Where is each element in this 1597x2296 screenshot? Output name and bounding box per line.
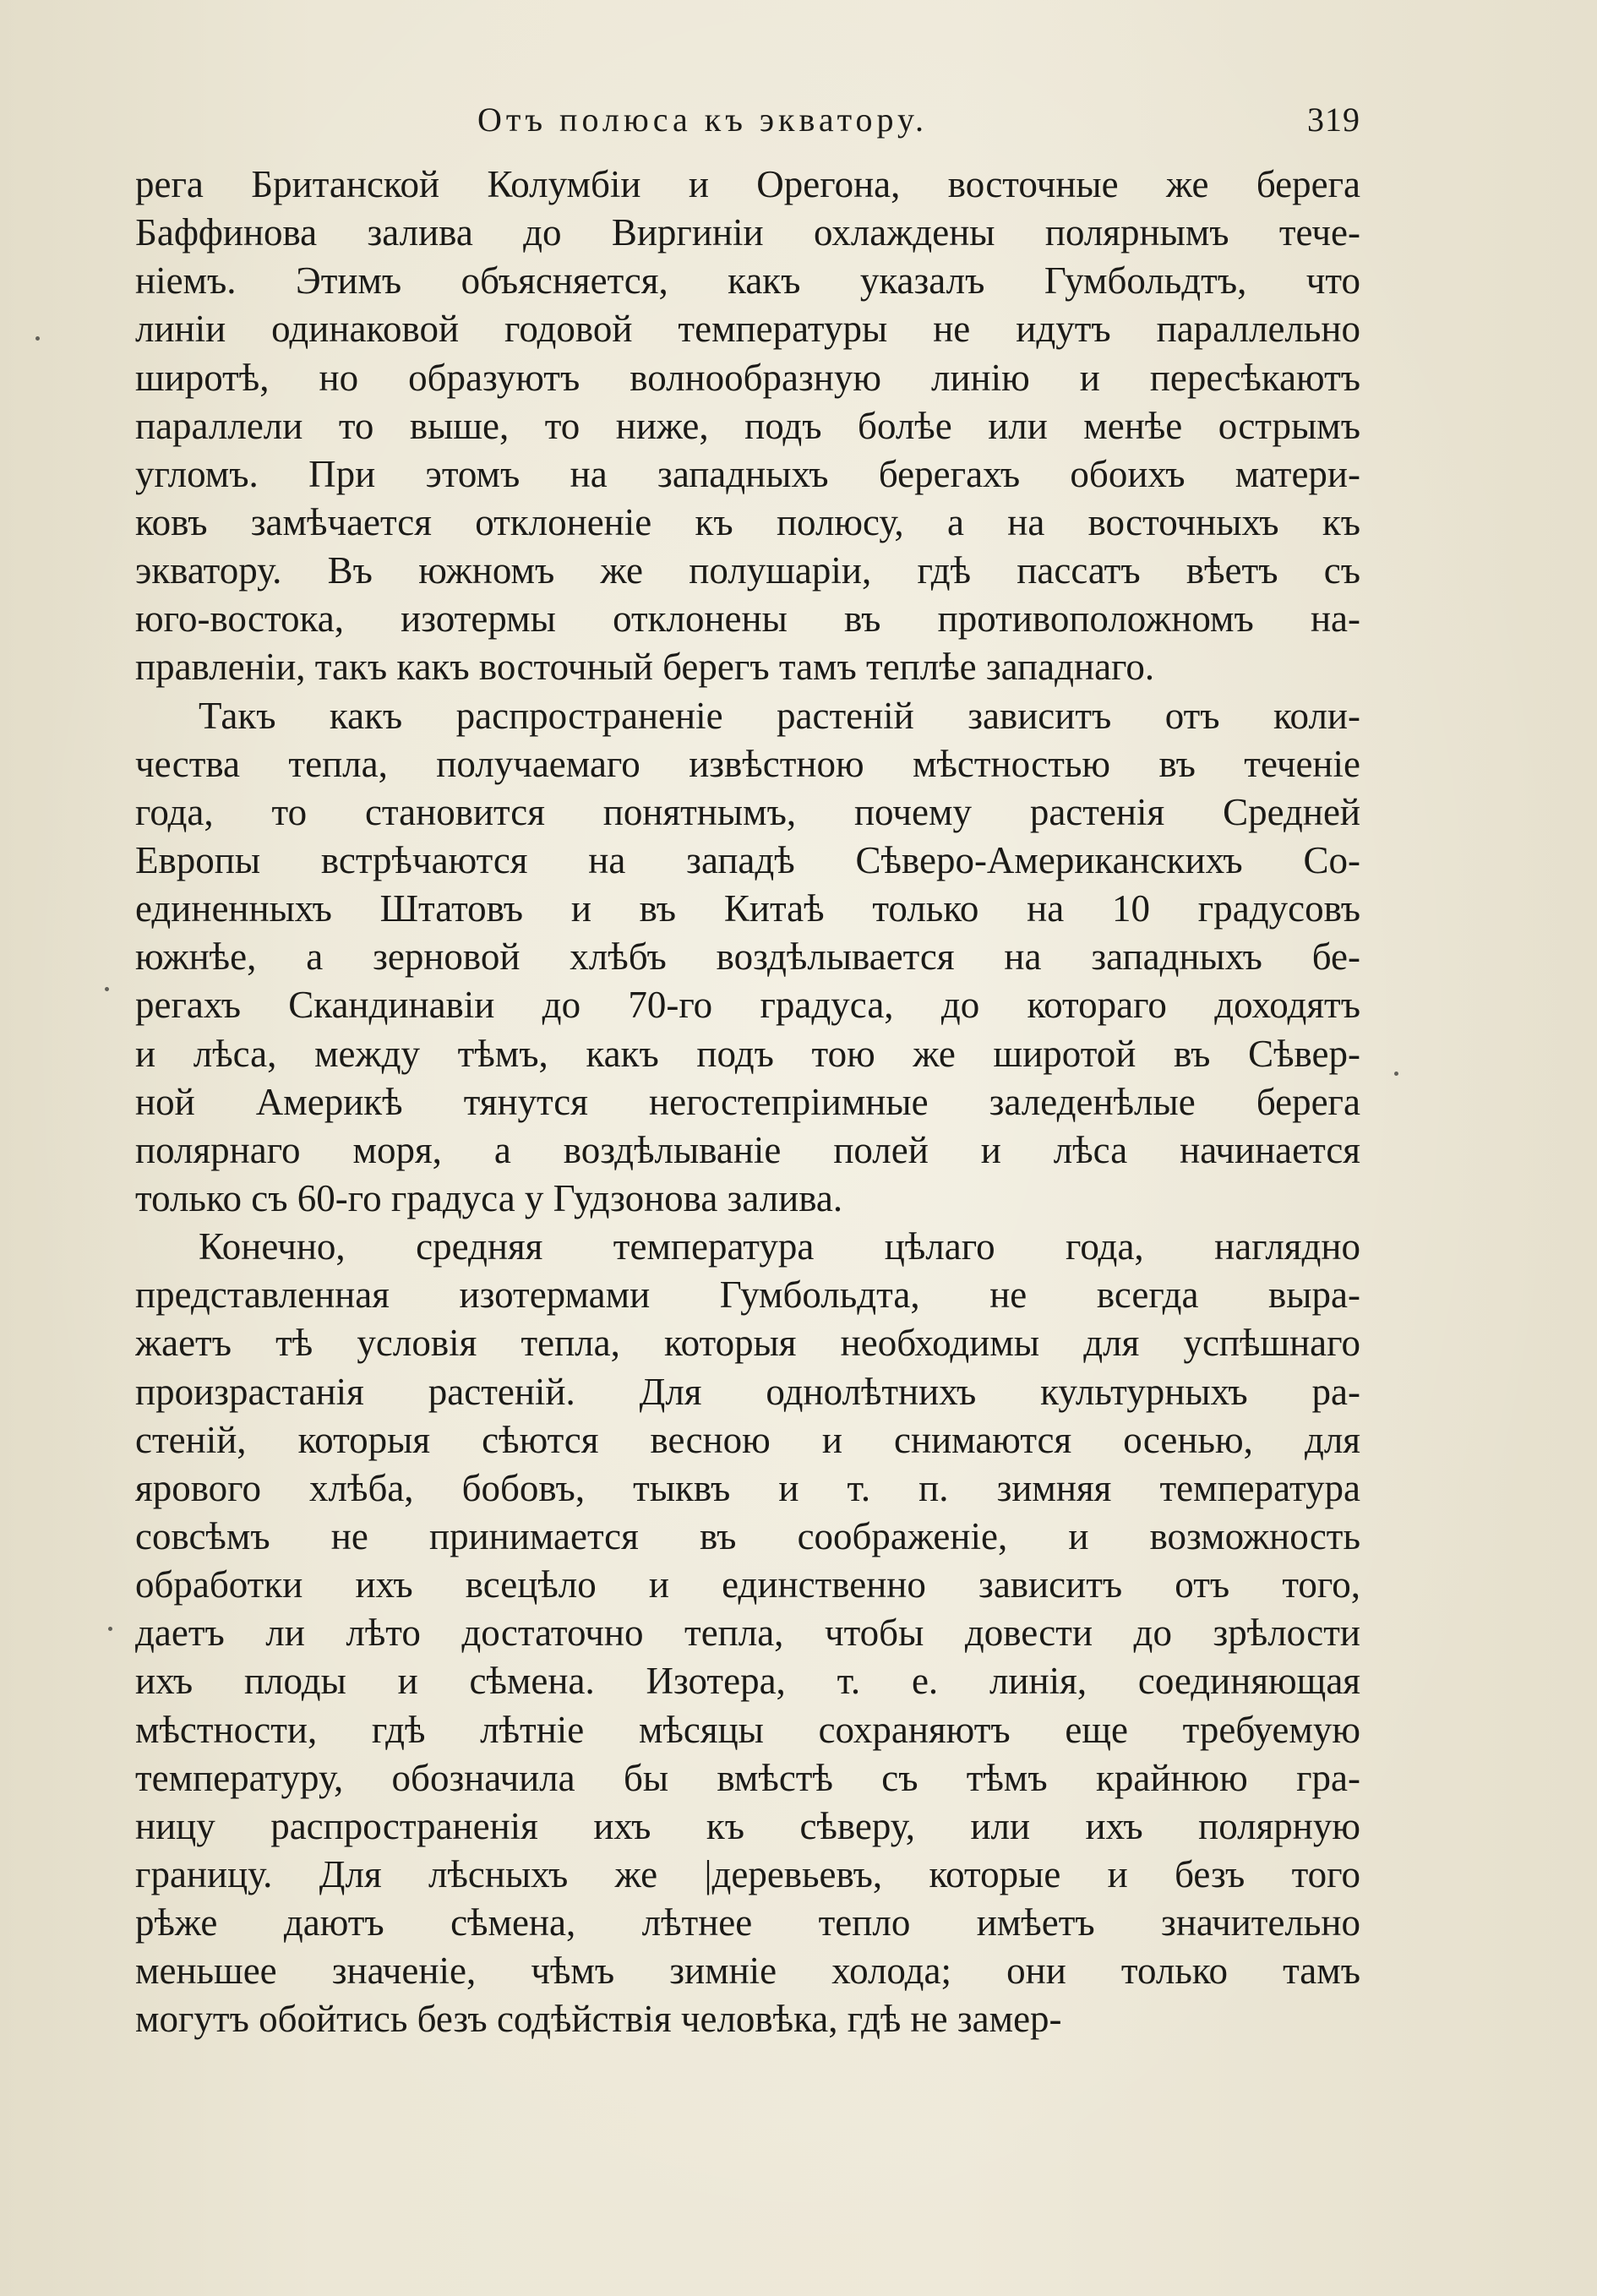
page-header [135, 95, 1360, 145]
text-line: и лѣса, между тѣмъ, какъ подъ тою же широтой въ Сѣвер- [135, 1032, 1360, 1075]
paragraph [135, 692, 1360, 1224]
text-line: Такъ какъ распространеніе растеній зависитъ отъ коли- [199, 694, 1360, 737]
text-line: регахъ Скандинавіи до 70-го градуса, до котораго доходятъ [135, 984, 1360, 1027]
text-line: параллели то выше, то ниже, подъ болѣе или менѣе острымъ [135, 404, 1360, 447]
text-line: ницу распространенія ихъ къ сѣверу, или ихъ полярную [135, 1804, 1360, 1847]
dust-speck [1394, 1072, 1398, 1076]
text-line: юго-востока, изотермы отклонены въ противоположномъ на- [135, 597, 1360, 641]
text-line: жаетъ тѣ условія тепла, которыя необходимы для успѣшнаго [135, 1322, 1360, 1365]
text-line: чества тепла, получаемаго извѣстною мѣстностью въ теченіе [135, 742, 1360, 785]
text-line: Европы встрѣчаются на западѣ Сѣверо-Американскихъ Со- [135, 838, 1360, 881]
running-title: Отъ полюса къ экватору. [477, 101, 928, 139]
text-line: ніемъ. Этимъ объясняется, какъ указалъ Гумбольдтъ, что [135, 259, 1360, 303]
text-line: года, то становится понятнымъ, почему растенія Средней [135, 790, 1360, 833]
text-line: ковъ замѣчается отклоненіе къ полюсу, а на восточныхъ къ [135, 500, 1360, 543]
text-line: произрастанія растеній. Для однолѣтнихъ культурныхъ ра- [135, 1370, 1360, 1413]
text-line: могутъ обойтись безъ содѣйствія человѣка, гдѣ не замер- [135, 1998, 1062, 2041]
text-line: совсѣмъ не принимается въ соображеніе, и возможность [135, 1514, 1360, 1557]
text-line: полярнаго моря, а воздѣлываніе полей и лѣса начинается [135, 1128, 1360, 1171]
paragraph [135, 1223, 1360, 2043]
text-line: мѣстности, гдѣ лѣтніе мѣсяцы сохраняютъ еще требуемую [135, 1708, 1360, 1751]
text-line: только съ 60-го градуса у Гудзонова залива. [135, 1176, 843, 1219]
paragraph [135, 161, 1360, 692]
page-number: 319 [1307, 101, 1360, 139]
text-line: угломъ. При этомъ на западныхъ берегахъ обоихъ матери- [135, 452, 1360, 495]
text-line: меньшее значеніе, чѣмъ зимніе холода; они только тамъ [135, 1950, 1360, 1993]
text-line: рѣже даютъ сѣмена, лѣтнее тепло имѣетъ значительно [135, 1901, 1360, 1944]
text-line: южнѣе, а зерновой хлѣбъ воздѣлывается на западныхъ бе- [135, 935, 1360, 979]
dust-speck [35, 336, 40, 341]
text-line: широтѣ, но образуютъ волнообразную линію и пересѣкаютъ [135, 356, 1360, 399]
text-line: Конечно, средняя температура цѣлаго года, наглядно [199, 1225, 1360, 1268]
dust-speck [108, 1627, 112, 1631]
body-text [135, 161, 1360, 2043]
text-line: ярового хлѣба, бобовъ, тыквъ и т. п. зимняя температура [135, 1466, 1360, 1509]
text-line: Баффинова залива до Виргиніи охлаждены полярнымъ тече- [135, 211, 1360, 254]
text-line: границу. Для лѣсныхъ же |деревьевъ, которые и безъ того [135, 1852, 1360, 1895]
text-line: представленная изотермами Гумбольдта, не всегда выра- [135, 1273, 1360, 1317]
text-line: ихъ плоды и сѣмена. Изотера, т. е. линія, соединяющая [135, 1660, 1360, 1703]
text-line: обработки ихъ всецѣло и единственно зависитъ отъ того, [135, 1563, 1360, 1606]
text-line: линіи одинаковой годовой температуры не идутъ параллельно [135, 308, 1360, 351]
text-line: экватору. Въ южномъ же полушаріи, гдѣ пассатъ вѣетъ съ [135, 549, 1360, 592]
text-line: рега Британской Колумбіи и Орегона, восточные же берега [135, 163, 1360, 205]
dust-speck [105, 987, 109, 991]
text-line: стеній, которыя сѣются весною и снимаются осенью, для [135, 1418, 1360, 1461]
text-line: ной Америкѣ тянутся негостепріимные заледенѣлые берега [135, 1080, 1360, 1123]
text-line: температуру, обозначила бы вмѣстѣ съ тѣмъ крайнюю гра- [135, 1756, 1360, 1799]
text-line: единенныхъ Штатовъ и въ Китаѣ только на 10 градусовъ [135, 887, 1360, 930]
text-line: правленіи, такъ какъ восточный берегъ тамъ теплѣе западнаго. [135, 646, 1155, 689]
text-line: даетъ ли лѣто достаточно тепла, чтобы довести до зрѣлости [135, 1612, 1360, 1655]
